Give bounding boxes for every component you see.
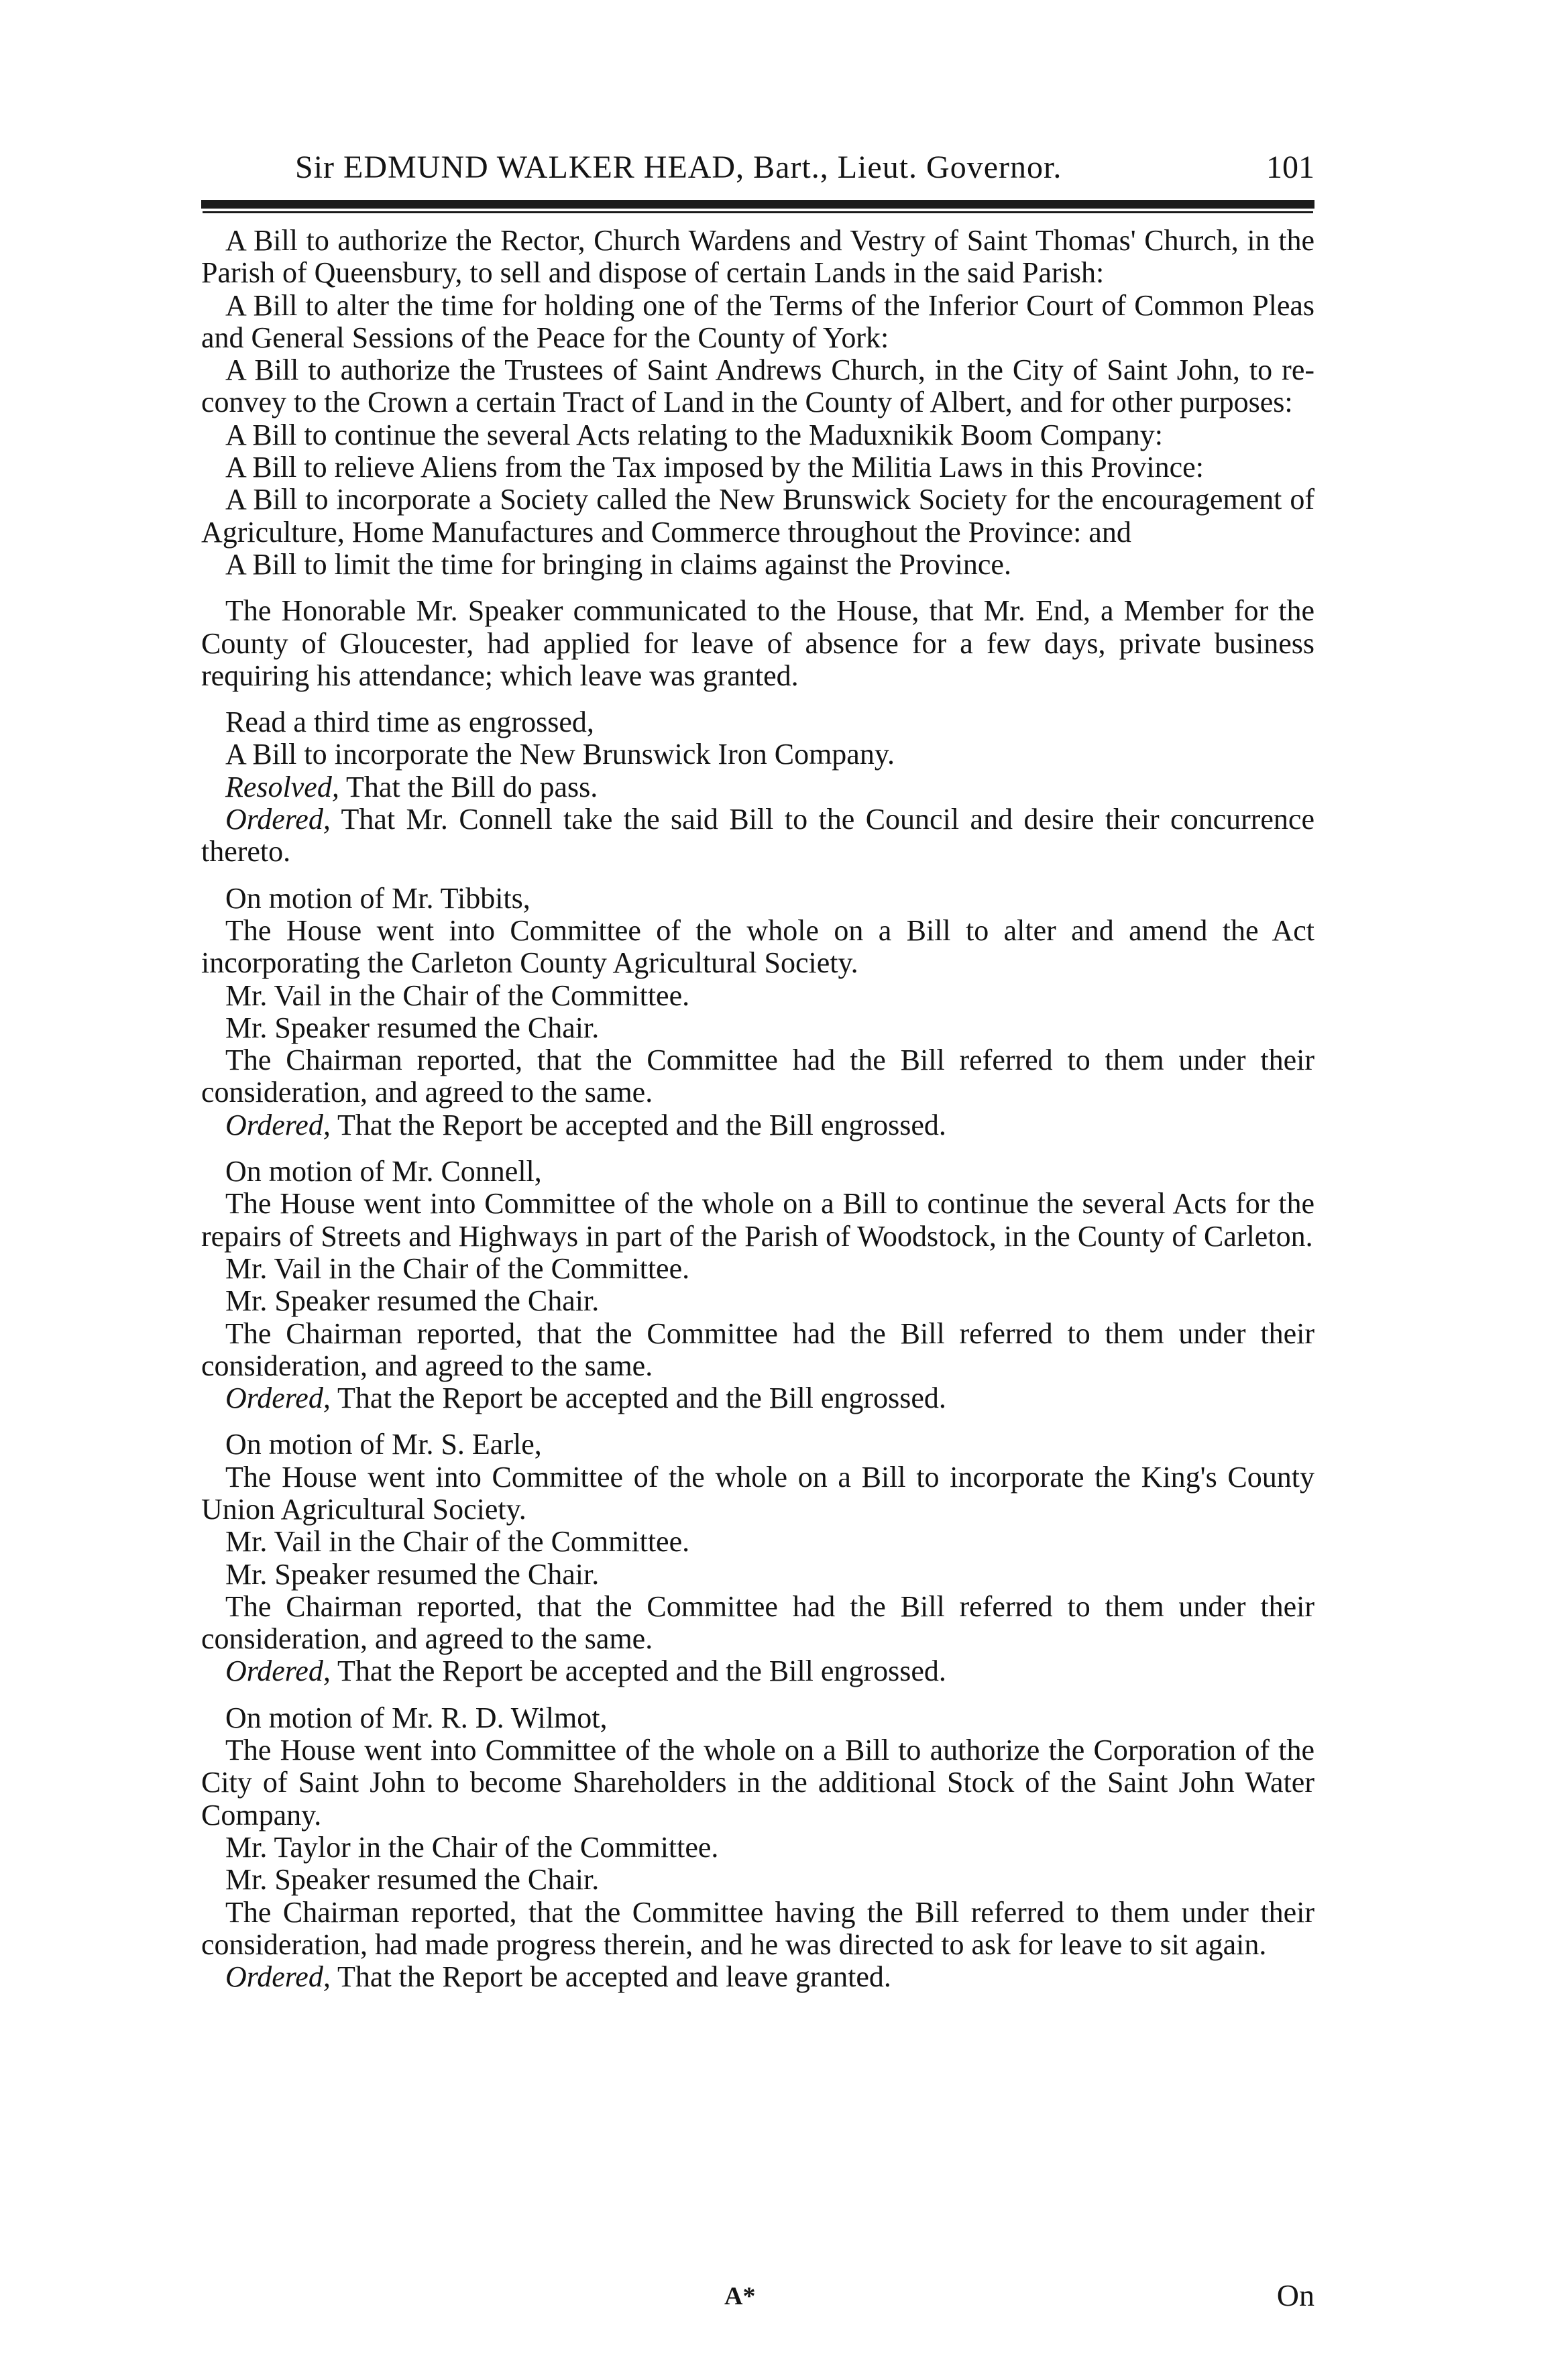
paragraph-lead: Ordered, bbox=[225, 1108, 331, 1141]
paragraph-text: The Chairman reported, that the Committee had the Bill referred to them under their consideration, and agreed to the same. bbox=[201, 1589, 1314, 1656]
paragraph-text: The Chairman reported, that the Committee had the Bill referred to them under their consideration, and agreed to the same. bbox=[201, 1316, 1314, 1382]
paragraph-text: The Honorable Mr. Speaker communicated to the House, that Mr. End, a Member for the County of Gloucester, had applied for leave of absence for a few days, private business requiring his attendance; which leave was granted. bbox=[201, 594, 1314, 692]
journal-paragraph bbox=[201, 1864, 1314, 1896]
paragraph-text: That the Report be accepted and the Bill engrossed. bbox=[337, 1382, 946, 1415]
paragraph-text: The House went into Committee of the whole on a Bill to incorporate the King's County Union Agricultural Society. bbox=[201, 1460, 1314, 1526]
journal-paragraph bbox=[201, 1285, 1314, 1317]
journal-paragraph bbox=[201, 484, 1314, 549]
journal-paragraph bbox=[201, 419, 1314, 451]
journal-paragraph bbox=[201, 1109, 1314, 1141]
paragraph-text: Mr. Speaker resumed the Chair. bbox=[225, 1863, 600, 1897]
paragraph-text: A Bill to authorize the Rector, Church Wardens and Vestry of Saint Thomas' Church, in the Parish of Queensbury, to sell and dispose of certain Lands in the said Parish: bbox=[201, 224, 1314, 290]
journal-paragraph bbox=[201, 1044, 1314, 1109]
journal-paragraph bbox=[201, 595, 1314, 692]
paragraph-text: The House went into Committee of the whole on a Bill to continue the several Acts for the repairs of Streets and Highways in part of the Parish of Woodstock, in the County of Carleton. bbox=[201, 1187, 1314, 1253]
journal-paragraph bbox=[201, 915, 1314, 980]
journal-paragraph bbox=[201, 1188, 1314, 1253]
paragraph-text: On motion of Mr. Tibbits, bbox=[225, 881, 530, 915]
paragraph-lead: Ordered, bbox=[225, 1960, 331, 1994]
journal-paragraph bbox=[201, 1559, 1314, 1591]
paragraph-lead: Ordered, bbox=[225, 1382, 331, 1415]
journal-paragraph bbox=[201, 738, 1314, 771]
signature-mark: A* bbox=[724, 2282, 756, 2310]
paragraph-text: Mr. Speaker resumed the Chair. bbox=[225, 1557, 600, 1591]
paragraph-text: Mr. Vail in the Chair of the Committee. bbox=[225, 1251, 690, 1285]
paragraph-lead: Ordered, bbox=[225, 1654, 331, 1688]
journal-paragraph bbox=[201, 451, 1314, 484]
paragraph-text: Mr. Taylor in the Chair of the Committee. bbox=[225, 1830, 719, 1864]
paragraph-text: That Mr. Connell take the said Bill to the Council and desire their concurrence thereto. bbox=[201, 803, 1314, 868]
page-footer bbox=[201, 2278, 1314, 2322]
journal-paragraph bbox=[201, 1832, 1314, 1864]
journal-paragraph bbox=[201, 225, 1314, 290]
journal-paragraph bbox=[201, 1461, 1314, 1526]
paragraph-lead: Resolved, bbox=[225, 770, 339, 803]
paragraph-text: The Chairman reported, that the Committee having the Bill referred to them under their consideration, had made progress therein, and he was directed to ask for leave to sit again. bbox=[201, 1895, 1314, 1961]
journal-paragraph bbox=[201, 1156, 1314, 1188]
journal-paragraph bbox=[201, 549, 1314, 581]
paragraph-text: That the Report be accepted and leave granted. bbox=[337, 1960, 891, 1994]
paragraph-text: The House went into Committee of the whole on a Bill to authorize the Corporation of the City of Saint John to become Shareholders in the additional Stock of the Saint John Water Company. bbox=[201, 1734, 1314, 1832]
journal-paragraph bbox=[201, 771, 1314, 803]
page-number: 101 bbox=[1266, 150, 1314, 185]
paragraph-text: A Bill to continue the several Acts relating to the Maduxnikik Boom Company: bbox=[225, 418, 1164, 451]
journal-paragraph bbox=[201, 883, 1314, 915]
paragraph-text: A Bill to authorize the Trustees of Saint Andrews Church, in the City of Saint John, to re-convey to the Crown a certain Tract of Land in the County of Albert, and for other purposes: bbox=[201, 353, 1314, 419]
journal-paragraph bbox=[201, 1428, 1314, 1461]
journal-paragraph bbox=[201, 1897, 1314, 1962]
paragraph-text: Read a third time as engrossed, bbox=[225, 706, 594, 739]
running-head: Sir EDMUND WALKER HEAD, Bart., Lieut. Governor. bbox=[295, 150, 1062, 185]
journal-paragraph bbox=[201, 1382, 1314, 1414]
journal-paragraph bbox=[201, 1318, 1314, 1383]
paragraph-text: The Chairman reported, that the Committee had the Bill referred to them under their consideration, and agreed to the same. bbox=[201, 1044, 1314, 1109]
paragraph-text: Mr. Speaker resumed the Chair. bbox=[225, 1011, 600, 1044]
page-header bbox=[201, 149, 1314, 189]
journal-paragraph bbox=[201, 1961, 1314, 1993]
paragraph-text: A Bill to limit the time for bringing in claims against the Province. bbox=[225, 547, 1011, 581]
paragraph-text: On motion of Mr. S. Earle, bbox=[225, 1428, 542, 1461]
journal-paragraph bbox=[201, 1591, 1314, 1656]
journal-paragraph bbox=[201, 1734, 1314, 1832]
journal-paragraph bbox=[201, 1253, 1314, 1285]
paragraph-text: A Bill to relieve Aliens from the Tax imposed by the Militia Laws in this Province: bbox=[225, 451, 1204, 484]
journal-paragraph bbox=[201, 706, 1314, 738]
paragraph-text: A Bill to alter the time for holding one of the Terms of the Inferior Court of Common Pleas and General Sessions of the Peace for the County of York: bbox=[201, 288, 1314, 354]
catchword: On bbox=[1276, 2278, 1314, 2312]
journal-paragraph bbox=[201, 290, 1314, 355]
paragraph-text: Mr. Vail in the Chair of the Committee. bbox=[225, 1525, 690, 1559]
paragraph-text: That the Report be accepted and the Bill engrossed. bbox=[337, 1654, 946, 1688]
paragraph-text: A Bill to incorporate the New Brunswick Iron Company. bbox=[225, 738, 895, 771]
paragraph-lead: Ordered, bbox=[225, 803, 331, 836]
journal-paragraph bbox=[201, 1526, 1314, 1558]
paragraph-text: A Bill to incorporate a Society called the New Brunswick Society for the encouragement of Agriculture, Home Manufactures and Commerce throughout the Province: and bbox=[201, 483, 1314, 549]
paragraph-text: Mr. Vail in the Chair of the Committee. bbox=[225, 978, 690, 1012]
paragraph-text: That the Bill do pass. bbox=[346, 770, 598, 803]
journal-body bbox=[201, 225, 1314, 1993]
paragraph-text: On motion of Mr. R. D. Wilmot, bbox=[225, 1701, 608, 1734]
journal-paragraph bbox=[201, 980, 1314, 1012]
paragraph-text: Mr. Speaker resumed the Chair. bbox=[225, 1284, 600, 1318]
paragraph-text: That the Report be accepted and the Bill engrossed. bbox=[337, 1108, 946, 1141]
journal-paragraph bbox=[201, 354, 1314, 419]
paragraph-text: The House went into Committee of the whole on a Bill to alter and amend the Act incorporating the Carleton County Agricultural Society. bbox=[201, 913, 1314, 980]
journal-paragraph bbox=[201, 1012, 1314, 1044]
journal-paragraph bbox=[201, 1702, 1314, 1734]
journal-paragraph bbox=[201, 1655, 1314, 1687]
paragraph-text: On motion of Mr. Connell, bbox=[225, 1155, 542, 1188]
header-rule bbox=[201, 200, 1314, 209]
journal-paragraph bbox=[201, 803, 1314, 868]
